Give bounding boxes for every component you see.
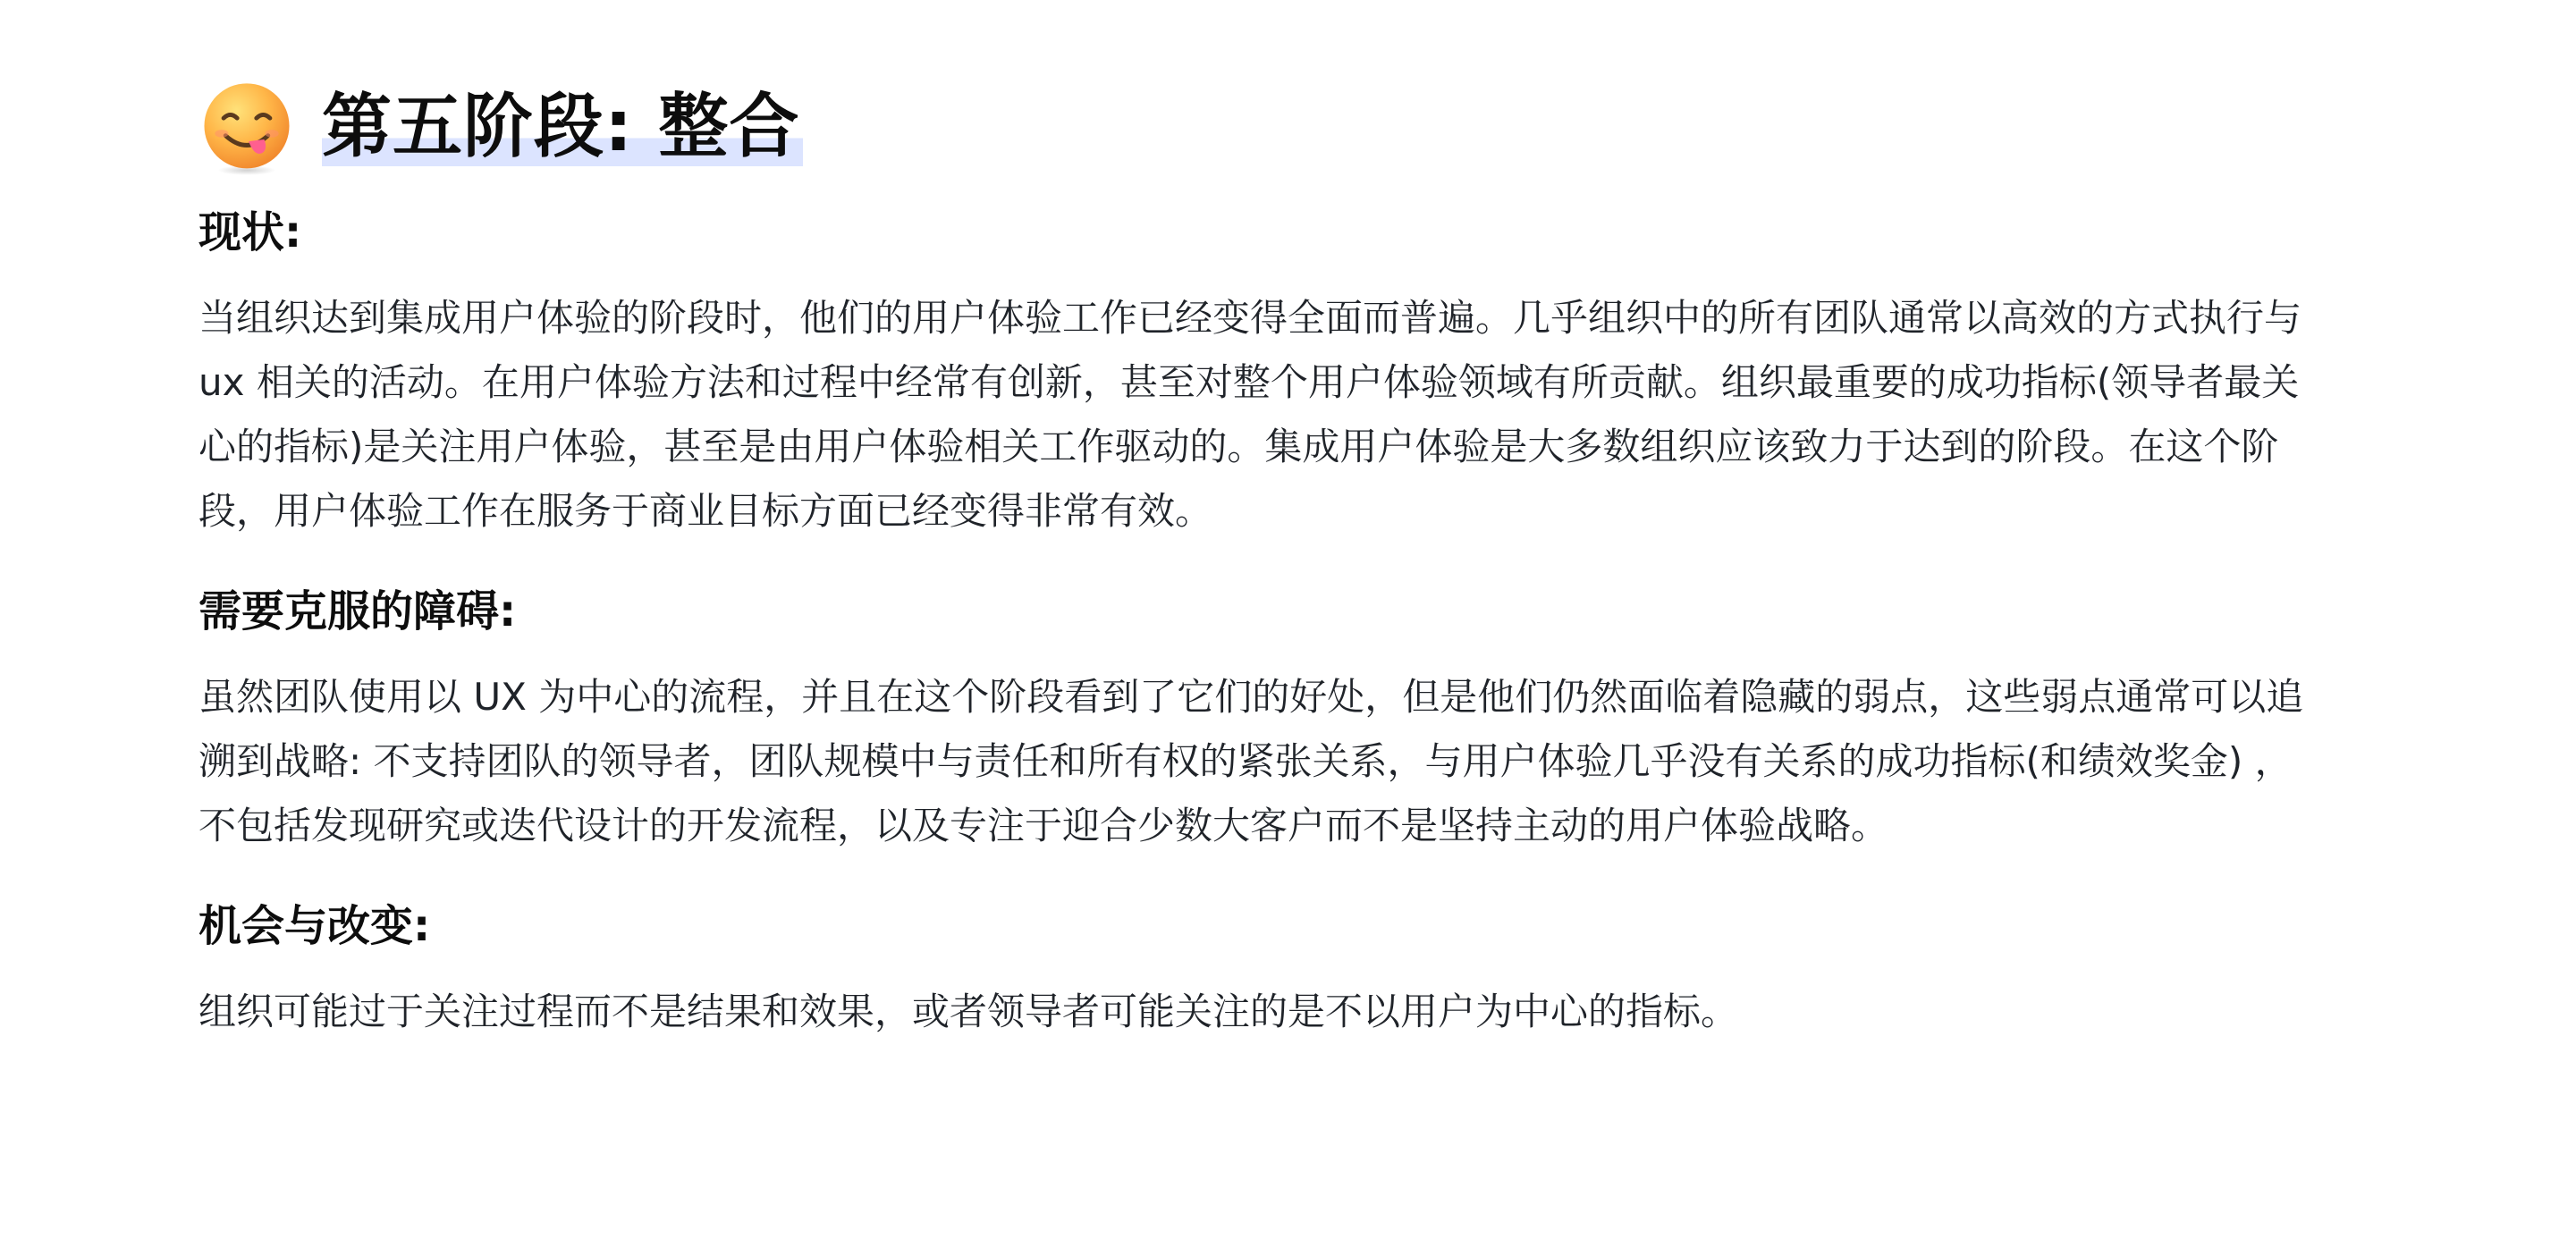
page-title: 第五阶段: 整合 — [322, 86, 803, 170]
smiling-face-savoring-food-icon — [198, 80, 295, 176]
section-heading: 需要克服的障碍: — [198, 586, 517, 636]
section-paragraph: 组织可能过于关注过程而不是结果和效果，或者领导者可能关注的是不以用户为中心的指标。 — [198, 990, 1739, 1033]
section-current-state — [198, 204, 2327, 543]
section-heading: 机会与改变: — [198, 901, 431, 951]
section-paragraph: 虽然团队使用以 UX 为中心的流程，并且在这个阶段看到了它们的好处，但是他们仍然面临着隐藏的弱点，这些弱点通常可以追溯到战略: 不支持团队的领导者，团队规模中与责任和所有权的紧张关系，与用户体验几乎没有关系的成功指标(和绩效奖金) ，不包括发现研究或迭代设计的开发流程，以及专注于迎合少数大客户而不是坚持主动的用户体验战略。 — [198, 675, 2304, 847]
section-heading: 现状: — [198, 207, 302, 257]
section-obstacles — [198, 583, 2327, 858]
document-body — [198, 70, 2327, 1083]
section-paragraph: 当组织达到集成用户体验的阶段时，他们的用户体验工作已经变得全面而普遍。几乎组织中的所有团队通常以高效的方式执行与 ux 相关的活动。在用户体验方法和过程中经常有创新，甚至对整个用户体验领域有所贡献。组织最重要的成功指标(领导者最关心的指标)是关注用户体验，甚至是由用户体验相关工作驱动的。集成用户体验是大多数组织应该致力于达到的阶段。在这个阶段，用户体验工作在服务于商业目标方面已经变得非常有效。 — [198, 296, 2302, 533]
section-opportunities — [198, 897, 2327, 1044]
page-title-row — [198, 70, 2327, 186]
